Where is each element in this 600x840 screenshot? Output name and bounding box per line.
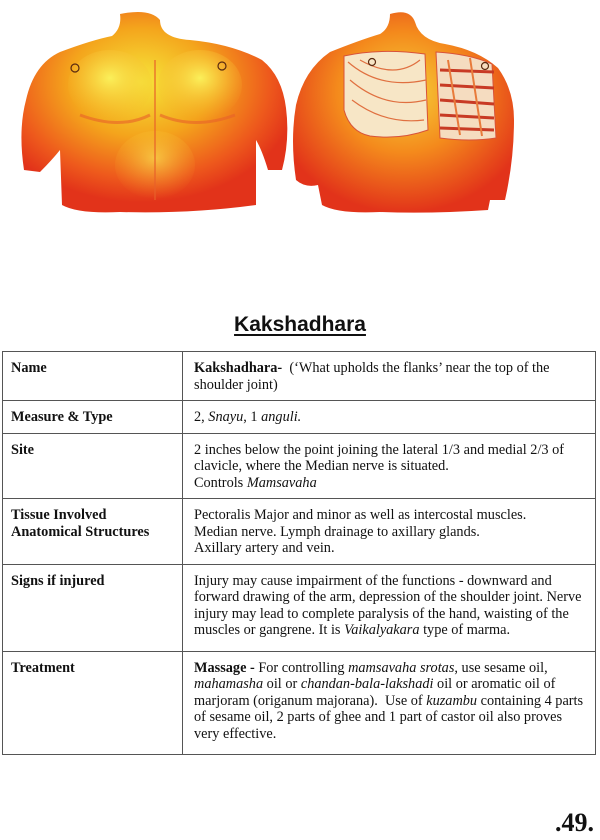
row-label: Measure & Type bbox=[3, 401, 183, 434]
torso-illustrations bbox=[0, 0, 600, 230]
table-row bbox=[3, 564, 596, 651]
row-value: 2 inches below the point joining the lateral 1/3 and medial 2/3 of clavicle, where the Median nerve is situated. Controls Mamsavaha bbox=[183, 433, 596, 499]
row-label: Site bbox=[3, 433, 183, 499]
row-label: Treatment bbox=[3, 651, 183, 755]
table-row bbox=[3, 352, 596, 401]
row-value: 2, Snayu, 1 anguli. bbox=[183, 401, 596, 434]
page-number: .49. bbox=[555, 808, 594, 837]
front-torso bbox=[21, 12, 287, 212]
marma-info-table bbox=[2, 351, 596, 755]
page-title: Kakshadhara bbox=[234, 313, 366, 336]
table-row bbox=[3, 433, 596, 499]
table-row bbox=[3, 499, 596, 565]
row-label: Name bbox=[3, 352, 183, 401]
row-label: Signs if injured bbox=[3, 564, 183, 651]
row-label: Tissue Involved Anatomical Structures bbox=[3, 499, 183, 565]
row-value: Injury may cause impairment of the functions - downward and forward drawing of the arm, depression of the shoulder joint. Nerve injury may lead to complete paralysis of the hand, waisting of the muscles or gangrene. It is Vaikalyakara type of marma. bbox=[183, 564, 596, 651]
dissected-torso bbox=[293, 12, 514, 212]
row-value: Kakshadhara- (‘What upholds the flanks’ near the top of the shoulder joint) bbox=[183, 352, 596, 401]
table-row bbox=[3, 401, 596, 434]
row-value: Massage - For controlling mamsavaha srotas, use sesame oil, mahamasha oil or chandan-bala-lakshadi oil or aromatic oil of marjoram (origanum majorana). Use of kuzambu containing 4 parts of sesame oil, 2 parts of ghee and 1 part of castor oil also proves very effective. bbox=[183, 651, 596, 755]
table-row bbox=[3, 651, 596, 755]
row-value: Pectoralis Major and minor as well as intercostal muscles. Median nerve. Lymph drainage to axillary glands. Axillary artery and vein. bbox=[183, 499, 596, 565]
